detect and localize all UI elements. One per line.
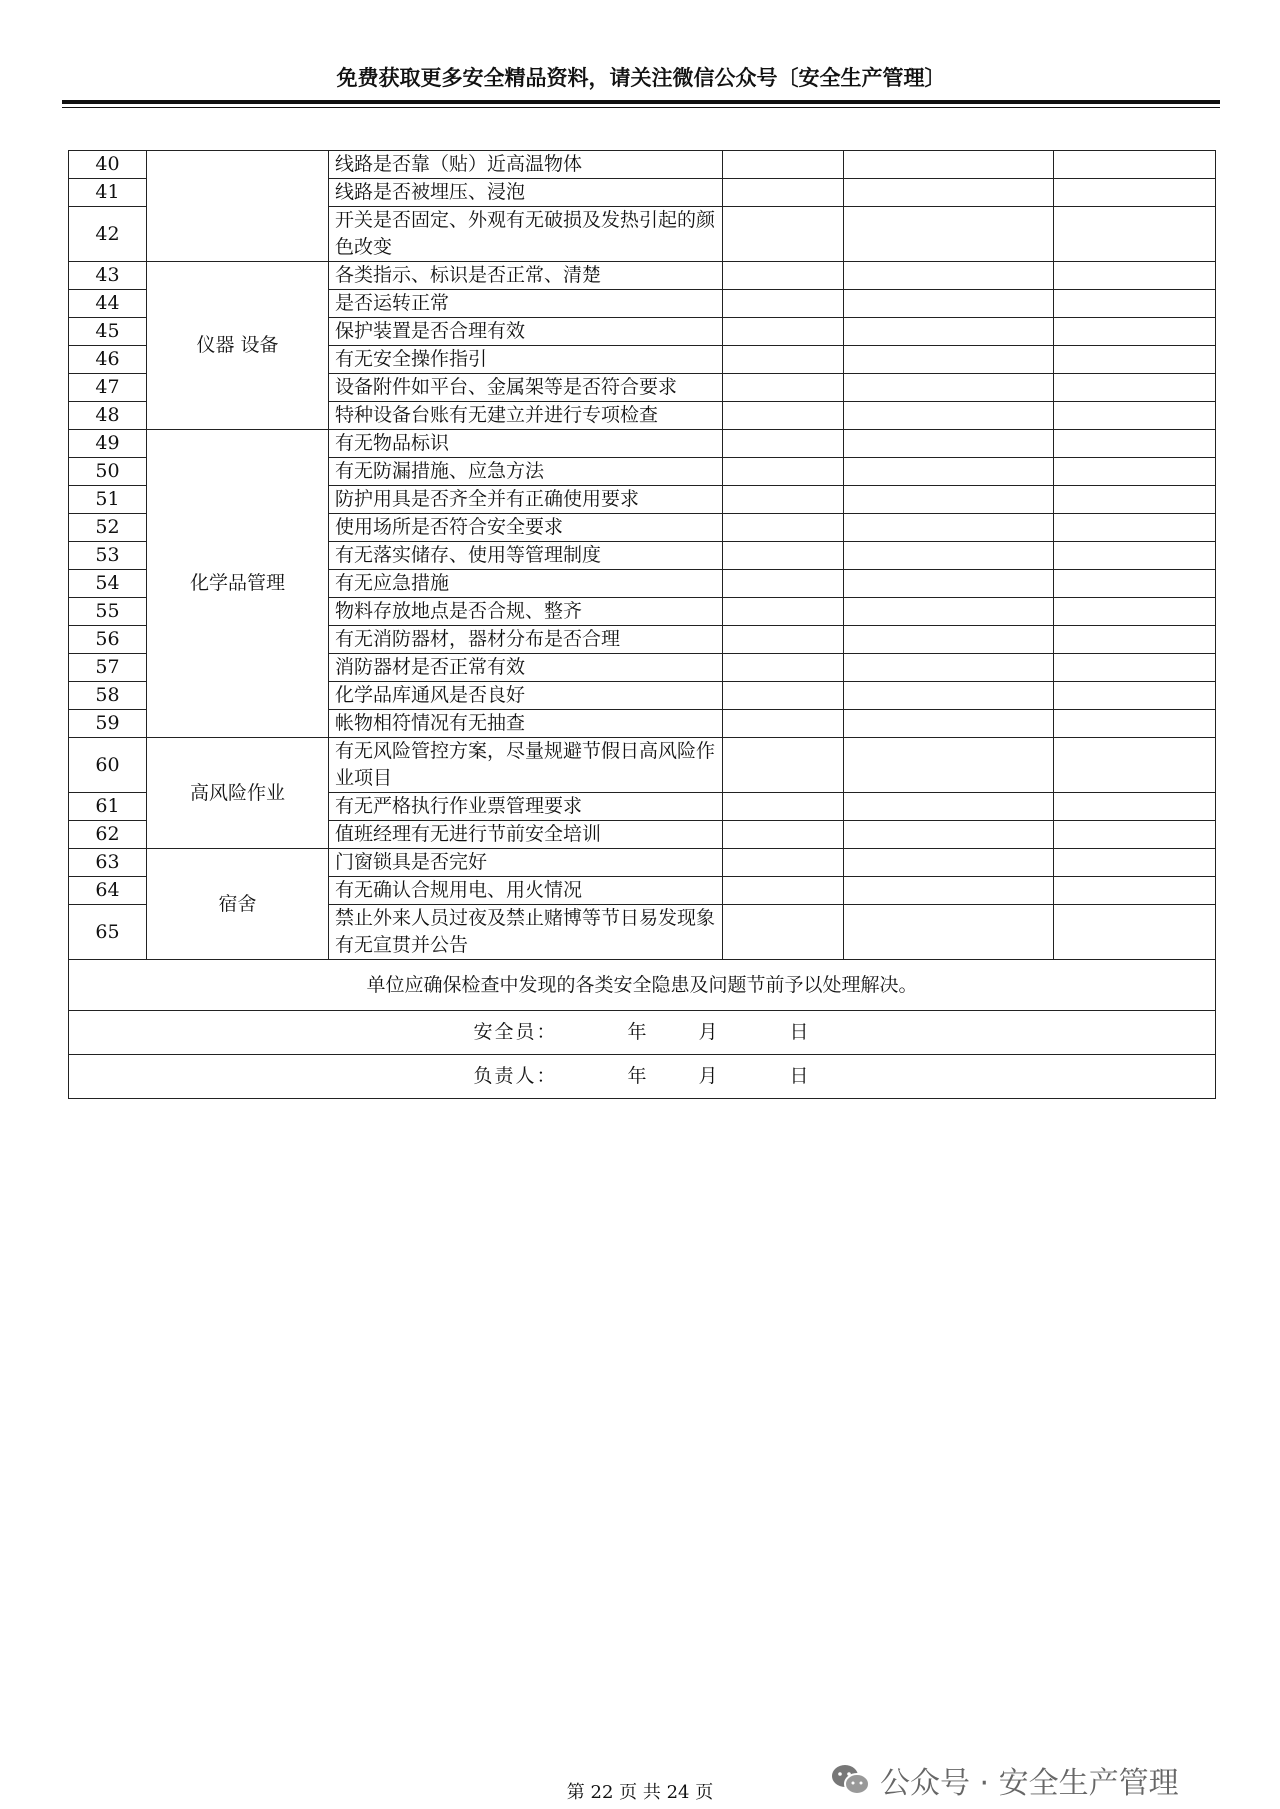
item-number: 58 [69,682,147,710]
remark-cell[interactable] [844,738,1054,793]
item-number: 53 [69,542,147,570]
remark-cell[interactable] [844,262,1054,290]
item-number: 45 [69,318,147,346]
remark-cell[interactable] [844,877,1054,905]
signature-cell[interactable] [1054,738,1216,793]
signature-cell[interactable] [1054,682,1216,710]
remark-cell[interactable] [844,179,1054,207]
remark-cell[interactable] [844,346,1054,374]
signature-cell[interactable] [1054,151,1216,179]
check-item: 线路是否靠（贴）近高温物体 [329,151,723,179]
check-item: 有无消防器材，器材分布是否合理 [329,626,723,654]
watermark [830,1760,1179,1800]
inspection-checklist-table [68,150,1216,1099]
signature-cell[interactable] [1054,793,1216,821]
signature-cell[interactable] [1054,849,1216,877]
item-number: 60 [69,738,147,793]
signature-line[interactable] [69,1055,1216,1099]
check-item: 设备附件如平台、金属架等是否符合要求 [329,374,723,402]
remark-cell[interactable] [844,710,1054,738]
signature-cell[interactable] [1054,179,1216,207]
check-item: 帐物相符情况有无抽查 [329,710,723,738]
result-cell[interactable] [723,402,844,430]
result-cell[interactable] [723,542,844,570]
result-cell[interactable] [723,290,844,318]
signature-cell[interactable] [1054,626,1216,654]
check-item: 是否运转正常 [329,290,723,318]
check-item: 有无严格执行作业票管理要求 [329,793,723,821]
result-cell[interactable] [723,738,844,793]
result-cell[interactable] [723,207,844,262]
result-cell[interactable] [723,598,844,626]
check-item: 物料存放地点是否合规、整齐 [329,598,723,626]
item-number: 64 [69,877,147,905]
check-item: 门窗锁具是否完好 [329,849,723,877]
result-cell[interactable] [723,262,844,290]
item-number: 65 [69,905,147,960]
result-cell[interactable] [723,570,844,598]
signature-cell[interactable] [1054,374,1216,402]
item-number: 48 [69,402,147,430]
remark-cell[interactable] [844,793,1054,821]
check-item: 开关是否固定、外观有无破损及发热引起的颜色改变 [329,207,723,262]
table-row [69,738,1216,793]
signature-month: 月 [698,1065,720,1087]
remark-cell[interactable] [844,318,1054,346]
item-number: 56 [69,626,147,654]
signature-cell[interactable] [1054,905,1216,960]
note-row [69,960,1216,1011]
signature-cell[interactable] [1054,402,1216,430]
remark-cell[interactable] [844,290,1054,318]
check-item: 化学品库通风是否良好 [329,682,723,710]
page-number: 第 22 页 共 24 页 [566,1782,714,1803]
item-number: 40 [69,151,147,179]
remark-cell[interactable] [844,402,1054,430]
result-cell[interactable] [723,430,844,458]
signature-cell[interactable] [1054,430,1216,458]
remark-cell[interactable] [844,542,1054,570]
table-row [69,430,1216,458]
signature-cell[interactable] [1054,877,1216,905]
signature-day: 日 [789,1021,811,1043]
signature-cell[interactable] [1054,290,1216,318]
item-number: 42 [69,207,147,262]
item-number: 54 [69,570,147,598]
signature-year: 年 [627,1065,649,1087]
table-row [69,151,1216,179]
item-number: 62 [69,821,147,849]
check-item: 值班经理有无进行节前安全培训 [329,821,723,849]
signature-cell[interactable] [1054,821,1216,849]
page-header: 免费获取更多安全精品资料，请关注微信公众号〔安全生产管理〕 [336,66,946,90]
result-cell[interactable] [723,905,844,960]
signature-cell[interactable] [1054,598,1216,626]
table-row [69,849,1216,877]
result-cell[interactable] [723,793,844,821]
table-row [69,262,1216,290]
item-number: 50 [69,458,147,486]
remark-cell[interactable] [844,151,1054,179]
item-number: 44 [69,290,147,318]
check-item: 禁止外来人员过夜及禁止赌博等节日易发现象有无宣贯并公告 [329,905,723,960]
signature-year: 年 [627,1021,649,1043]
check-item: 有无防漏措施、应急方法 [329,458,723,486]
signature-role: 负责人： [473,1065,558,1087]
result-cell[interactable] [723,486,844,514]
result-cell[interactable] [723,821,844,849]
remark-cell[interactable] [844,849,1054,877]
signature-cell[interactable] [1054,514,1216,542]
signature-cell[interactable] [1054,570,1216,598]
item-number: 59 [69,710,147,738]
check-item: 有无应急措施 [329,570,723,598]
category-cell: 宿舍 [147,849,329,960]
item-number: 52 [69,514,147,542]
remark-cell[interactable] [844,430,1054,458]
check-item: 有无安全操作指引 [329,346,723,374]
signature-cell[interactable] [1054,486,1216,514]
remark-cell[interactable] [844,207,1054,262]
remark-cell[interactable] [844,821,1054,849]
result-cell[interactable] [723,682,844,710]
signature-cell[interactable] [1054,654,1216,682]
remark-cell[interactable] [844,514,1054,542]
remark-cell[interactable] [844,458,1054,486]
item-number: 43 [69,262,147,290]
item-number: 51 [69,486,147,514]
result-cell[interactable] [723,514,844,542]
item-number: 63 [69,849,147,877]
category-cell: 高风险作业 [147,738,329,849]
check-item: 使用场所是否符合安全要求 [329,514,723,542]
header-rule-thick [62,100,1220,104]
signature-cell[interactable] [1054,710,1216,738]
remark-cell[interactable] [844,486,1054,514]
signature-day: 日 [789,1065,811,1087]
result-cell[interactable] [723,151,844,179]
remark-cell[interactable] [844,598,1054,626]
remark-cell[interactable] [844,374,1054,402]
item-number: 47 [69,374,147,402]
signature-cell[interactable] [1054,346,1216,374]
result-cell[interactable] [723,179,844,207]
result-cell[interactable] [723,654,844,682]
signature-row [69,1011,1216,1055]
remark-cell[interactable] [844,570,1054,598]
category-cell: 仪器 设备 [147,262,329,430]
result-cell[interactable] [723,458,844,486]
category-cell: 化学品管理 [147,430,329,738]
item-number: 57 [69,654,147,682]
item-number: 55 [69,598,147,626]
check-item: 有无物品标识 [329,430,723,458]
signature-row [69,1055,1216,1099]
remark-cell[interactable] [844,905,1054,960]
signature-cell[interactable] [1054,262,1216,290]
category-cell [147,151,329,262]
check-item: 消防器材是否正常有效 [329,654,723,682]
signature-line[interactable] [69,1011,1216,1055]
signature-month: 月 [698,1021,720,1043]
check-item: 线路是否被埋压、浸泡 [329,179,723,207]
result-cell[interactable] [723,710,844,738]
result-cell[interactable] [723,318,844,346]
note-text: 单位应确保检查中发现的各类安全隐患及问题节前予以处理解决。 [69,960,1216,1011]
result-cell[interactable] [723,346,844,374]
remark-cell[interactable] [844,654,1054,682]
check-item: 有无确认合规用电、用火情况 [329,877,723,905]
remark-cell[interactable] [844,626,1054,654]
check-item: 防护用具是否齐全并有正确使用要求 [329,486,723,514]
result-cell[interactable] [723,849,844,877]
item-number: 61 [69,793,147,821]
header-rule-thin [62,107,1220,108]
check-item: 有无风险管控方案，尽量规避节假日高风险作业项目 [329,738,723,793]
result-cell[interactable] [723,626,844,654]
check-item: 保护装置是否合理有效 [329,318,723,346]
signature-role: 安全员： [473,1021,558,1043]
wechat-icon [830,1763,870,1797]
item-number: 46 [69,346,147,374]
remark-cell[interactable] [844,682,1054,710]
signature-cell[interactable] [1054,207,1216,262]
result-cell[interactable] [723,877,844,905]
check-item: 有无落实储存、使用等管理制度 [329,542,723,570]
result-cell[interactable] [723,374,844,402]
watermark-text: 公众号 · 安全生产管理 [880,1766,1179,1801]
signature-cell[interactable] [1054,458,1216,486]
item-number: 41 [69,179,147,207]
check-item: 特种设备台账有无建立并进行专项检查 [329,402,723,430]
signature-cell[interactable] [1054,318,1216,346]
check-item: 各类指示、标识是否正常、清楚 [329,262,723,290]
item-number: 49 [69,430,147,458]
signature-cell[interactable] [1054,542,1216,570]
